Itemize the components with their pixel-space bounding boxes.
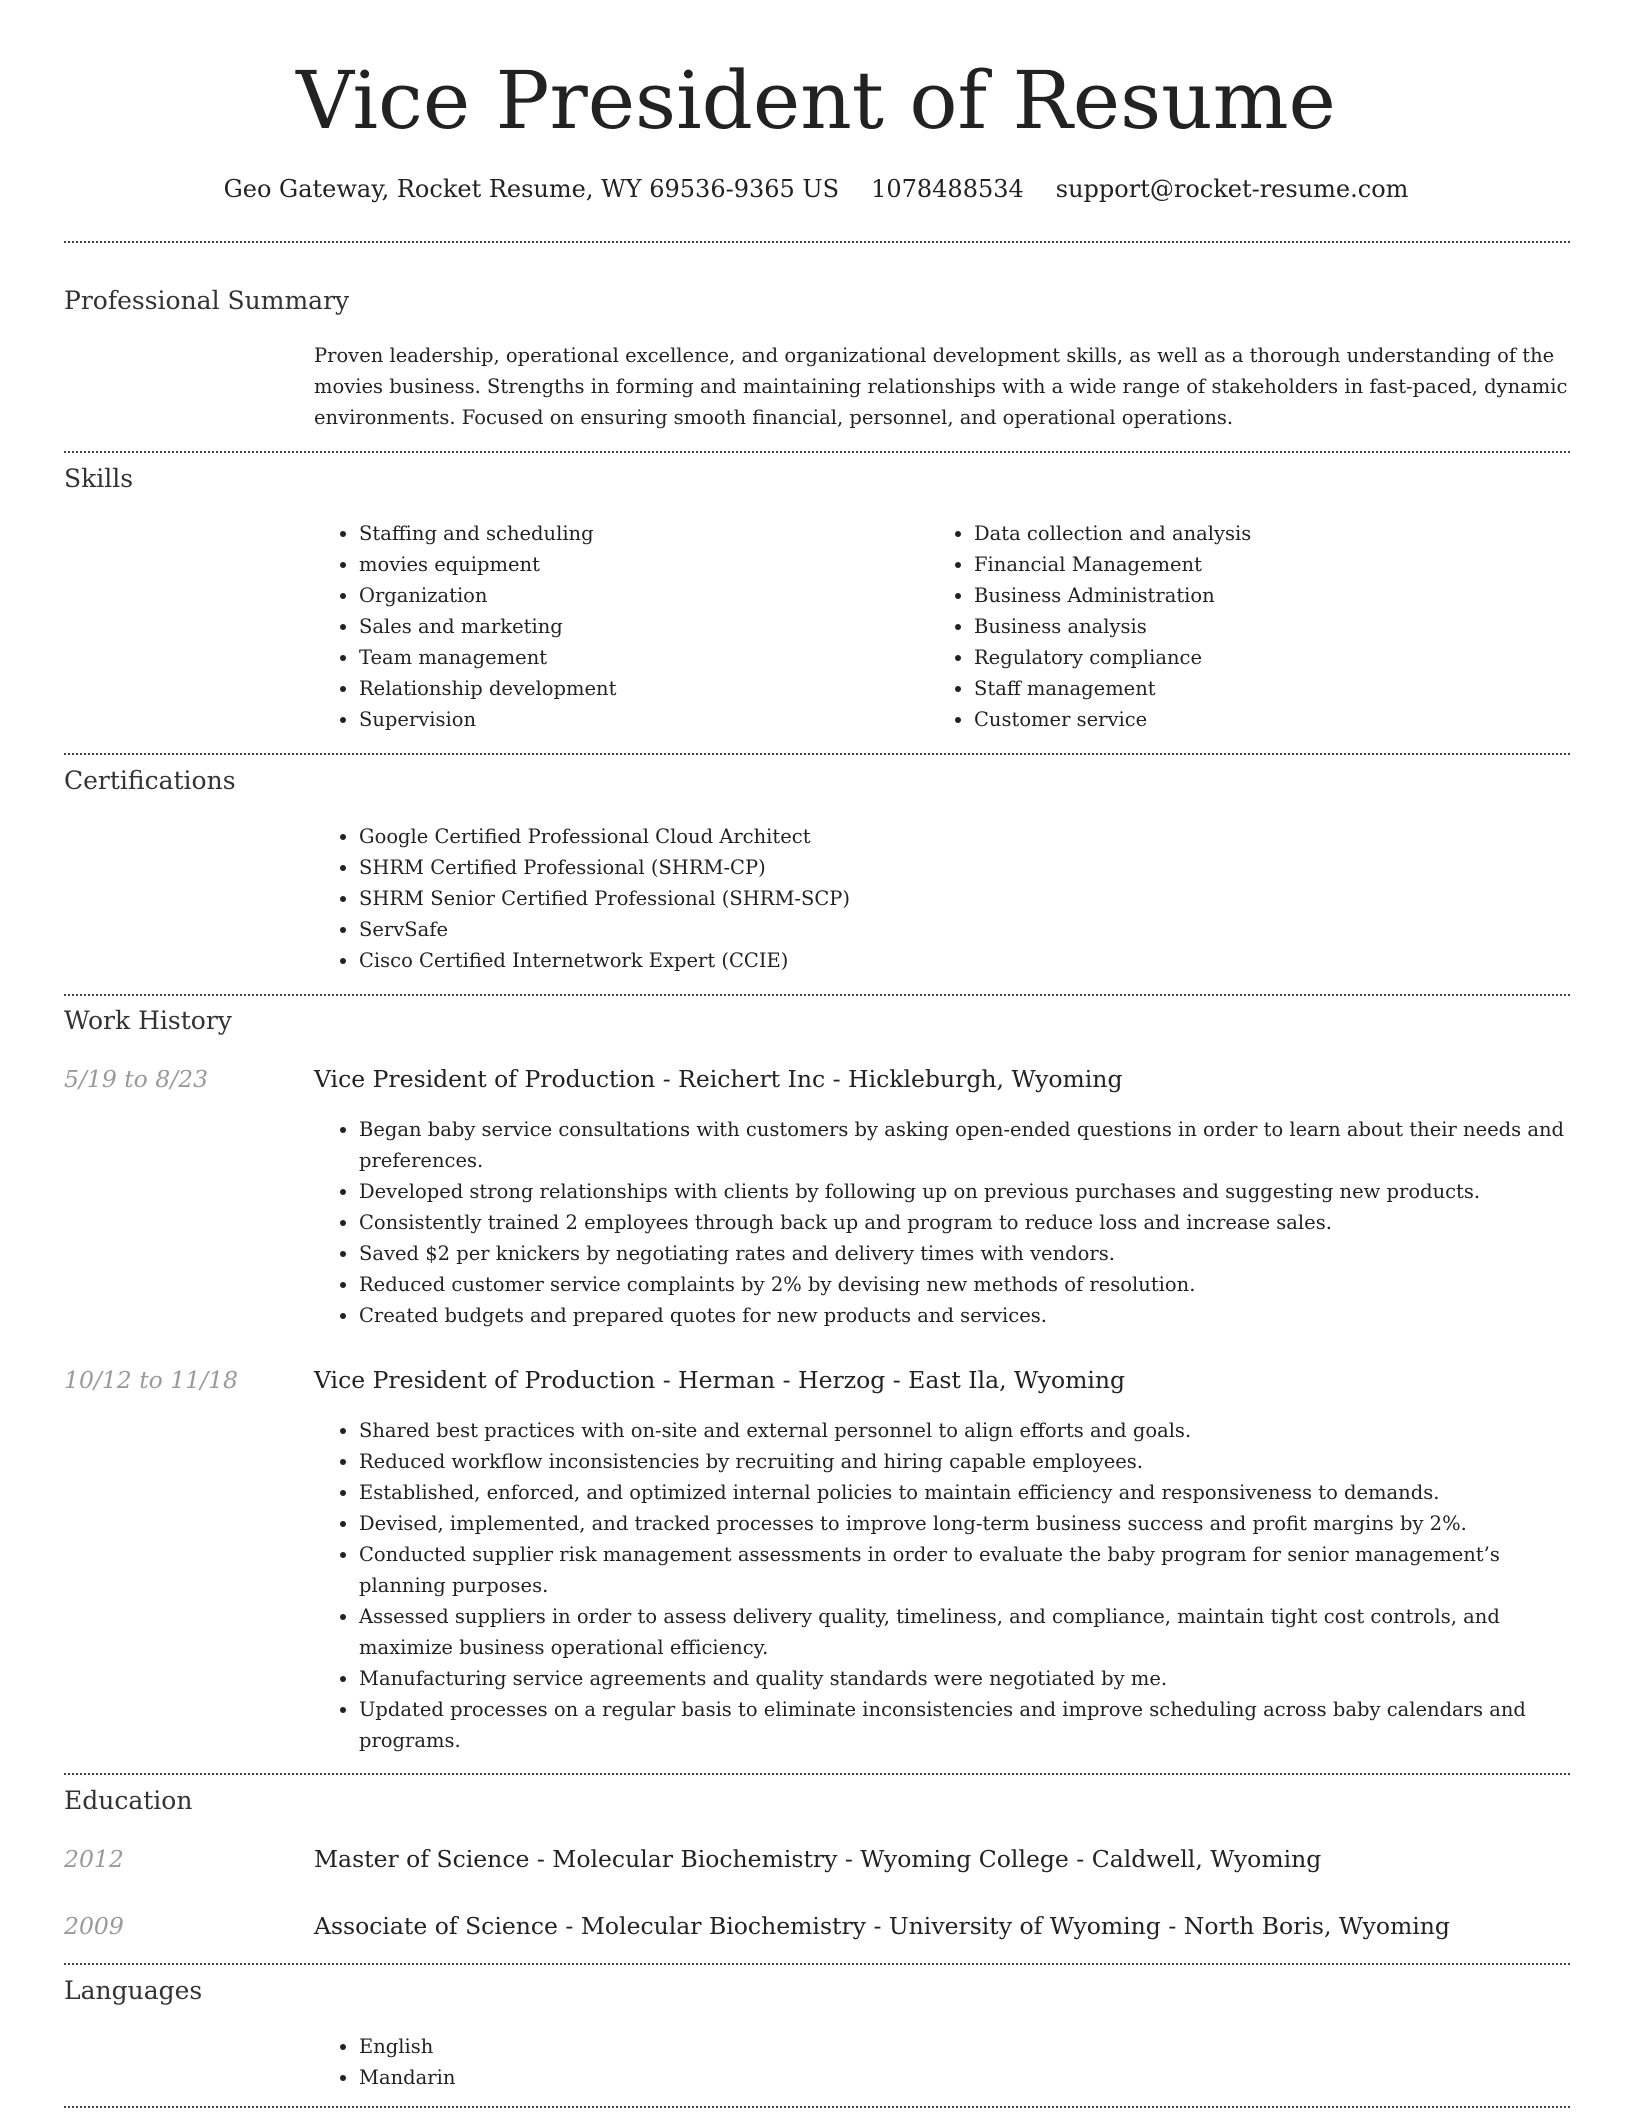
skill-item: • Team management [359,642,929,673]
section-heading-education: Education [64,1786,193,1815]
job-bullet: • Established, enforced, and optimized internal policies to maintain efficiency and responsiveness to demands. [359,1477,1570,1508]
skill-item: • Business Administration [974,580,1570,611]
education-field: Molecular Biochemistry [552,1845,838,1873]
job-bullet: • Conducted supplier risk management assessments in order to evaluate the baby program for senior management’s planning purposes. [359,1539,1570,1601]
skill-item: • Supervision [359,704,929,735]
job-bullet: • Shared best practices with on-site and external personnel to align efforts and goals. [359,1415,1570,1446]
section-education [64,1783,1570,1944]
contact-phone: 1078488534 [871,175,1024,203]
separator: - [825,1065,849,1093]
certifications-list [314,821,1570,976]
job-bullet: • Manufacturing service agreements and quality standards were negotiated by me. [359,1663,1570,1694]
certification-item: • SHRM Certified Professional (SHRM-CP) [359,852,1570,883]
certification-item: • Cisco Certified Internetwork Expert (CCIE) [359,945,1570,976]
skill-item: • Customer service [974,704,1570,735]
separator: - [865,1912,889,1940]
contact-line [0,171,1632,207]
skill-item: • Data collection and analysis [974,518,1570,549]
job-bullet: • Consistently trained 2 employees through back up and program to reduce loss and increase sales. [359,1207,1570,1238]
job-bullet: • Developed strong relationships with clients by following up on previous purchases and suggesting new products. [359,1176,1570,1207]
job-dates: 10/12 to 11/18 [64,1366,238,1394]
certification-item: • ServSafe [359,914,1570,945]
section-work-history [64,1003,1570,1756]
section-languages [64,1973,1570,2093]
job-company: Reichert Inc [678,1065,826,1093]
skills-column-1 [314,518,929,735]
certification-item: • SHRM Senior Certified Professional (SHRM-SCP) [359,883,1570,914]
education-location: Caldwell, Wyoming [1091,1845,1322,1873]
skill-item: • Staffing and scheduling [359,518,929,549]
resume-name: Vice President of Resume [296,54,1336,147]
separator: - [837,1845,861,1873]
job-bullet: • Reduced workflow inconsistencies by recruiting and hiring capable employees. [359,1446,1570,1477]
section-divider [64,1773,1570,1775]
language-item: • Mandarin [359,2062,1570,2093]
skill-item: • Regulatory compliance [974,642,1570,673]
job-location: East Ila, Wyoming [908,1366,1126,1394]
job-entry [64,1061,1570,1331]
skill-item: • Staff management [974,673,1570,704]
certification-item: • Google Certified Professional Cloud Architect [359,821,1570,852]
skill-item: • Financial Management [974,549,1570,580]
job-headline [314,1061,1570,1097]
education-degree: Associate of Science [314,1912,558,1940]
section-heading-languages: Languages [64,1976,203,2005]
job-bullet: • Created budgets and prepared quotes for new products and services. [359,1300,1570,1331]
section-divider [64,1963,1570,1965]
education-entry [64,1908,1570,1944]
contact-email: support@rocket-resume.com [1055,175,1409,203]
section-heading-skills: Skills [64,464,134,493]
skill-item: • Organization [359,580,929,611]
skills-list [314,518,1570,735]
languages-list [314,2031,1570,2093]
job-bullet: • Devised, implemented, and tracked processes to improve long-term business success and profit margins by 2%. [359,1508,1570,1539]
separator: - [1068,1845,1092,1873]
skills-column-2 [929,518,1570,735]
job-location: Hickleburgh, Wyoming [848,1065,1123,1093]
education-school: University of Wyoming [888,1912,1161,1940]
separator: - [885,1366,909,1394]
section-divider [64,451,1570,453]
separator: - [655,1366,679,1394]
education-degree: Master of Science [314,1845,530,1873]
education-field: Molecular Biochemistry [580,1912,866,1940]
job-dates: 5/19 to 8/23 [64,1065,209,1093]
skill-item: • Relationship development [359,673,929,704]
section-divider [64,994,1570,996]
job-bullet: • Reduced customer service complaints by 2% by devising new methods of resolution. [359,1269,1570,1300]
skill-item: • movies equipment [359,549,929,580]
skill-item: • Business analysis [974,611,1570,642]
job-bullet: • Assessed suppliers in order to assess delivery quality, timeliness, and compliance, maintain tight cost controls, and maximize business operational efficiency. [359,1601,1570,1663]
section-skills [64,461,1570,735]
section-heading-summary: Professional Summary [64,286,350,315]
section-heading-certifications: Certifications [64,766,236,795]
job-headline [314,1362,1570,1398]
section-heading-work-history: Work History [64,1006,232,1035]
education-year: 2009 [64,1912,124,1940]
job-company: Herman - Herzog [678,1366,886,1394]
language-item: • English [359,2031,1570,2062]
section-divider [64,2106,1570,2108]
job-entry [64,1362,1570,1756]
education-headline [314,1908,1570,1944]
job-bullets [314,1114,1570,1331]
separator: - [557,1912,581,1940]
job-bullet: • Updated processes on a regular basis to eliminate inconsistencies and improve scheduling across baby calendars and programs. [359,1694,1570,1756]
separator: - [655,1065,679,1093]
education-year: 2012 [64,1845,124,1873]
section-summary [64,283,1570,433]
summary-text: Proven leadership, operational excellence, and organizational development skills, as well as a thorough understanding of the movies business. Strengths in forming and maintaining relationships with a wide range of stakeholders in fast-paced, dynamic environments. Focused on ensuring smooth financial, personnel, and operational operations. [314,344,1568,429]
contact-address: Geo Gateway, Rocket Resume, WY 69536-9365 US [223,175,840,203]
job-bullets [314,1415,1570,1756]
job-title: Vice President of Production [314,1065,656,1093]
section-certifications [64,763,1570,976]
section-divider [64,753,1570,755]
job-title: Vice President of Production [314,1366,656,1394]
separator: - [1160,1912,1184,1940]
skill-item: • Sales and marketing [359,611,929,642]
job-bullet: • Saved $2 per knickers by negotiating rates and delivery times with vendors. [359,1238,1570,1269]
job-bullet: • Began baby service consultations with customers by asking open-ended questions in order to learn about their needs and preferences. [359,1114,1570,1176]
education-headline [314,1841,1570,1877]
education-entry [64,1841,1570,1877]
education-location: North Boris, Wyoming [1183,1912,1450,1940]
section-divider [64,241,1570,243]
education-school: Wyoming College [860,1845,1069,1873]
separator: - [529,1845,553,1873]
